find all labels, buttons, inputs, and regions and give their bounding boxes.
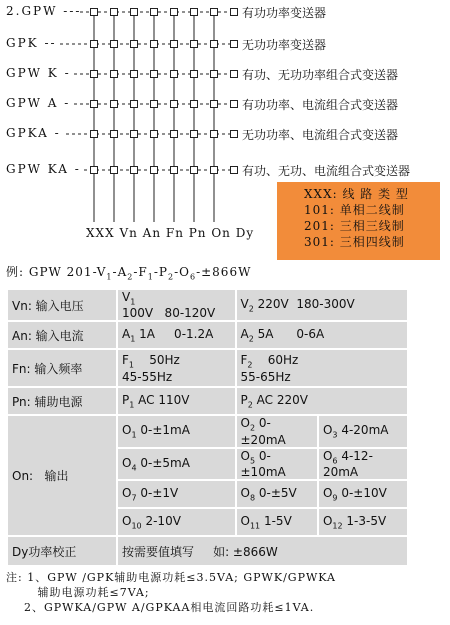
connector-box	[111, 101, 118, 108]
model-code-label: GPKA -	[6, 126, 61, 140]
connector-box	[191, 41, 198, 48]
connector-box	[91, 101, 98, 108]
connector-box	[211, 9, 218, 16]
output-cell: $O_2$ 0-±20mA	[237, 416, 317, 446]
row-header-pn: Pn: 辅助电源	[8, 388, 116, 414]
connector-box	[111, 71, 118, 78]
connector-box	[111, 9, 118, 16]
connector-box	[171, 41, 178, 48]
dy-value: 按需要值填写 如: ±866W	[118, 537, 407, 565]
connector-box	[231, 167, 238, 174]
output-cell: $O_{12}$ 1-3-5V	[319, 509, 407, 535]
spec-cell: $F_2$ 60Hz 55-65Hz	[237, 350, 408, 386]
connector-box	[151, 131, 158, 138]
output-cell: $O_8$ 0-±5V	[237, 481, 317, 507]
connector-box	[191, 9, 198, 16]
row-header-vn: Vn: 输入电压	[8, 290, 116, 320]
connector-box	[171, 71, 178, 78]
output-cell: $O_9$ 0-±10V	[319, 481, 407, 507]
note-line: 辅助电源功耗≤7VA;	[6, 586, 150, 599]
connector-box	[191, 71, 198, 78]
spec-table	[6, 288, 409, 567]
connector-box	[231, 9, 238, 16]
output-cell: $O_1$ 0-±1mA	[118, 416, 235, 446]
output-cell: $O_{11}$ 1-5V	[237, 509, 317, 535]
row-header-fn: Fn: 输入频率	[8, 350, 116, 386]
output-cell: $O_4$ 0-±5mA	[118, 449, 235, 479]
connector-box	[231, 131, 238, 138]
connector-box	[211, 71, 218, 78]
connector-box	[151, 41, 158, 48]
note-line: 2、GPWKA/GPW A/GPKAA相电流回路功耗≤1VA.	[6, 601, 315, 614]
model-code-label: GPW K -	[6, 66, 71, 80]
row-header-dy: Dy功率校正	[8, 537, 116, 565]
model-description: 无功功率变送器	[242, 38, 327, 52]
connector-box	[151, 71, 158, 78]
legend-item: XXX: 线 路 类 型	[304, 187, 409, 201]
example-model: 例: GPW $201-V_1-A_2-F_1-P_2-O_6-\pm 866W$	[6, 265, 252, 282]
connector-box	[111, 41, 118, 48]
output-cell: $O_7$ 0-±1V	[118, 481, 235, 507]
model-code-label: GPW A -	[6, 96, 71, 110]
model-description: 无功功率、电流组合式变送器	[242, 128, 399, 142]
code-positions: XXX Vn An Fn Pn On Dy	[86, 226, 255, 240]
connector-box	[191, 167, 198, 174]
model-code-label: 2.GPW ---	[6, 4, 82, 18]
connector-box	[91, 9, 98, 16]
connector-box	[231, 101, 238, 108]
connector-box	[151, 101, 158, 108]
row-header-an: An: 输入电流	[8, 322, 116, 348]
output-cell: $O_6$ 4-12-20mA	[319, 449, 407, 479]
connector-box	[171, 131, 178, 138]
connector-box	[111, 167, 118, 174]
connector-box	[211, 101, 218, 108]
model-description: 有功功率、电流组合式变送器	[242, 98, 399, 112]
connector-box	[111, 131, 118, 138]
line-type-legend	[277, 182, 440, 260]
legend-item: 201: 三相三线制	[304, 219, 405, 233]
output-cell: $O_5$ 0-±10mA	[237, 449, 317, 479]
note-line: 注: 1、GPW /GPK辅助电源功耗≤3.5VA; GPWK/GPWKA	[6, 571, 336, 584]
connector-box	[131, 71, 138, 78]
model-code-label: GPK --	[6, 36, 57, 50]
model-description: 有功、无功功率组合式变送器	[242, 68, 399, 82]
spec-cell: $P_1$ AC 110V	[118, 388, 235, 414]
output-cell: $O_{10}$ 2-10V	[118, 509, 235, 535]
connector-box	[91, 71, 98, 78]
legend-item: 101: 单相二线制	[304, 203, 405, 217]
model-description: 有功、无功、电流组合式变送器	[242, 164, 411, 178]
spec-cell: $A_1$ 1A 0-1.2A	[118, 322, 235, 348]
spec-cell: $V_2$ 220V 180-300V	[237, 290, 408, 320]
spec-cell: $V_1$ 100V 80-120V	[118, 290, 235, 320]
connector-box	[131, 41, 138, 48]
connector-box	[131, 9, 138, 16]
connector-box	[231, 71, 238, 78]
legend-item: 301: 三相四线制	[304, 235, 405, 249]
spec-cell: $A_2$ 5A 0-6A	[237, 322, 408, 348]
connector-box	[151, 9, 158, 16]
connector-box	[131, 131, 138, 138]
connector-box	[131, 101, 138, 108]
connector-box	[91, 41, 98, 48]
connector-box	[171, 101, 178, 108]
connector-box	[191, 131, 198, 138]
notes	[6, 570, 336, 615]
spec-cell: $P_2$ AC 220V	[237, 388, 408, 414]
connector-box	[211, 41, 218, 48]
connector-box	[191, 101, 198, 108]
row-header-on: On: 输出	[8, 416, 116, 535]
connector-box	[171, 167, 178, 174]
connector-box	[91, 131, 98, 138]
connector-box	[231, 41, 238, 48]
spec-cell: $F_1$ 50Hz 45-55Hz	[118, 350, 235, 386]
connector-box	[211, 131, 218, 138]
connector-box	[151, 167, 158, 174]
connector-box	[171, 9, 178, 16]
connector-box	[131, 167, 138, 174]
output-cell: $O_3$ 4-20mA	[319, 416, 407, 446]
connector-box	[211, 167, 218, 174]
model-code-label: GPW KA -	[6, 162, 81, 176]
model-description: 有功功率变送器	[242, 6, 327, 20]
connector-box	[91, 167, 98, 174]
